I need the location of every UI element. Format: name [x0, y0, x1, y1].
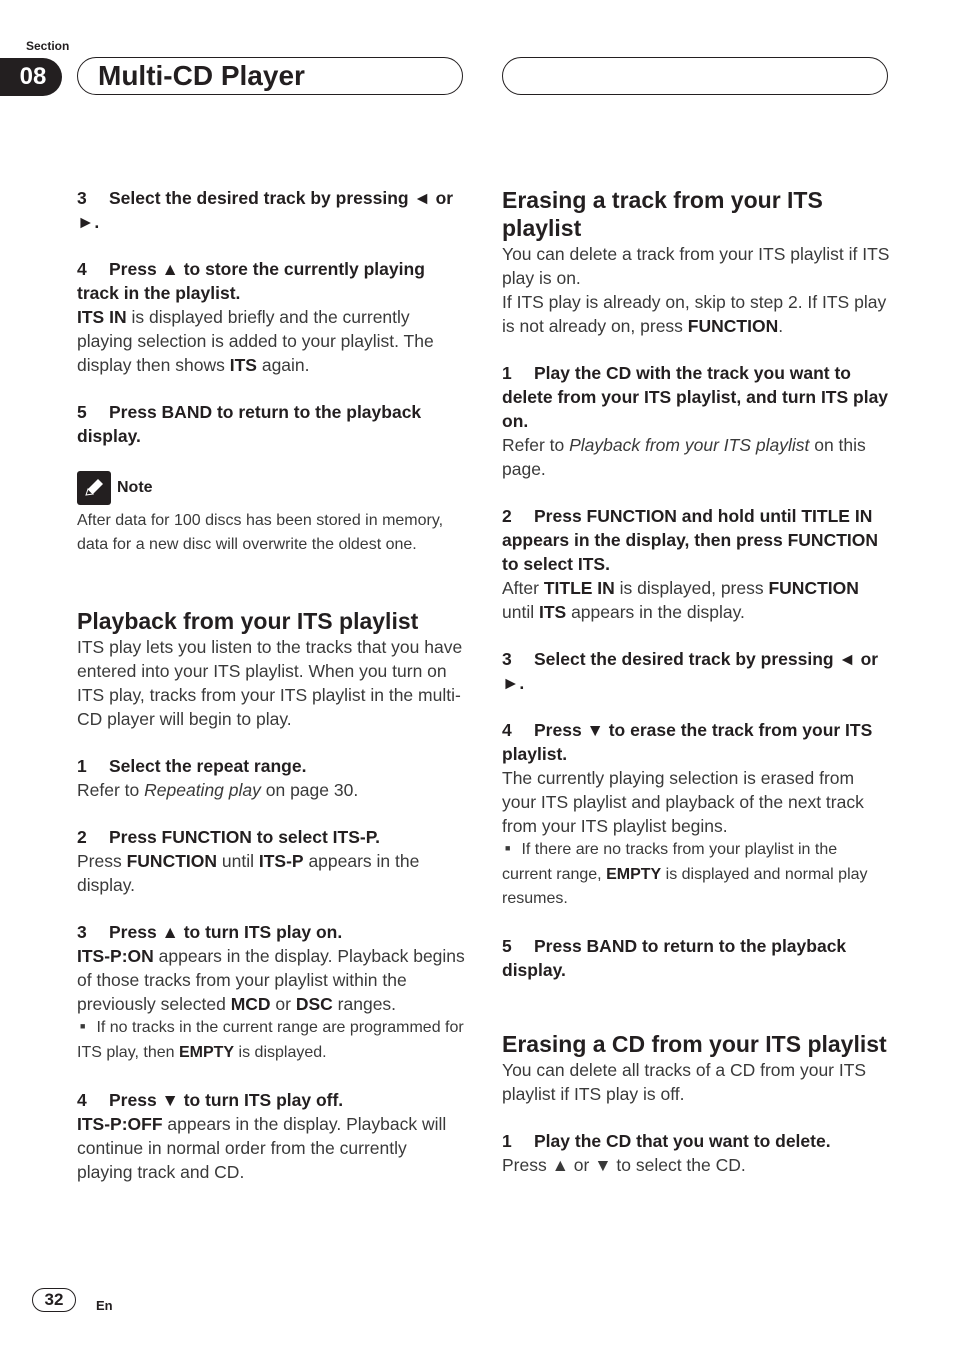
erase-step-2-description: After TITLE IN is displayed, press FUNCTION until ITS appears in the display.: [502, 578, 859, 622]
playback-heading: Playback from your ITS playlist: [77, 608, 419, 634]
erase-step-2: 2 Press FUNCTION and hold until TITLE IN appears in the display, then press FUNCTION to select ITS.: [502, 506, 879, 574]
page-title: Multi-CD Player: [98, 60, 305, 91]
note-label: Note: [117, 479, 153, 496]
step-4-description: ITS IN is displayed briefly and the currently playing selection is added to your playlist. The display then shows ITS again.: [77, 307, 434, 375]
erase-step-1-description: Refer to Playback from your ITS playlist on this page.: [502, 435, 866, 479]
erase-step-1: 1 Play the CD with the track you want to delete from your ITS playlist, and turn ITS play on.: [502, 363, 889, 431]
erase-intro-2: If ITS play is already on, skip to step 2. If ITS play is not already on, press FUNCTION.: [502, 292, 887, 336]
erase-cd-step-1: 1 Play the CD that you want to delete.: [502, 1131, 831, 1151]
playback-step-4: 4 Press ▼ to turn ITS play off.: [77, 1090, 344, 1110]
erase-step-4-bullet: ■ If there are no tracks from your playlist in the current range, EMPTY is displayed and normal play resumes.: [502, 838, 890, 911]
playback-step-3-bullet: ■ If no tracks in the current range are programmed for ITS play, then EMPTY is displayed.: [77, 1016, 465, 1065]
section-number-badge: 08: [0, 58, 62, 96]
step-3-select-track: 3 Select the desired track by pressing ◄ or ►.: [77, 188, 454, 232]
language-label: En: [96, 1298, 113, 1313]
erase-step-4: 4 Press ▼ to erase the track from your ITS playlist.: [502, 720, 873, 764]
erase-track-heading: Erasing a track from your ITS playlist: [502, 187, 823, 241]
erase-cd-heading: Erasing a CD from your ITS playlist: [502, 1031, 887, 1057]
playback-step-1-description: Refer to Repeating play on page 30.: [77, 780, 359, 800]
playback-step-3: 3 Press ▲ to turn ITS play on.: [77, 922, 343, 942]
step-5-return-playback: 5 Press BAND to return to the playback display.: [77, 402, 422, 446]
erase-cd-step-1-description: Press ▲ or ▼ to select the CD.: [502, 1155, 746, 1175]
erase-step-5: 5 Press BAND to return to the playback display.: [502, 936, 847, 980]
right-column: [502, 186, 890, 1177]
step-4-store-track: 4 Press ▲ to store the currently playing track in the playlist.: [77, 259, 425, 303]
erase-step-3: 3 Select the desired track by pressing ◄ or ►.: [502, 649, 879, 693]
right-header-frame: [502, 57, 888, 95]
playback-step-2-description: Press FUNCTION until ITS-P appears in the display.: [77, 851, 420, 895]
playback-step-4-description: ITS-P:OFF appears in the display. Playback will continue in normal order from the currently playing track and CD.: [77, 1114, 447, 1182]
erase-intro-1: You can delete a track from your ITS playlist if ITS play is on.: [502, 244, 890, 288]
erase-cd-intro: You can delete all tracks of a CD from your ITS playlist if ITS play is off.: [502, 1060, 867, 1104]
playback-step-1: 1 Select the repeat range.: [77, 756, 307, 776]
playback-step-3-description: ITS-P:ON appears in the display. Playback begins of those tracks from your playlist within the previously selected MCD or DSC ranges.: [77, 946, 465, 1014]
section-label: Section: [26, 39, 70, 53]
note-header: [77, 471, 465, 505]
page-number: 32: [32, 1288, 76, 1312]
playback-step-2: 2 Press FUNCTION to select ITS-P.: [77, 827, 381, 847]
erase-step-4-description: The currently playing selection is erased from your ITS playlist and playback of the next track from your ITS playlist begins.: [502, 768, 864, 836]
playback-intro: ITS play lets you listen to the tracks that you have entered into your ITS playlist. When you turn on ITS play, tracks from your ITS playlist in the multi-CD player will begin to play.: [77, 637, 463, 729]
note-text: After data for 100 discs has been stored in memory, data for a new disc will overwrite the oldest one.: [77, 512, 444, 553]
left-column: [77, 186, 465, 1184]
pencil-note-icon: [77, 471, 111, 505]
